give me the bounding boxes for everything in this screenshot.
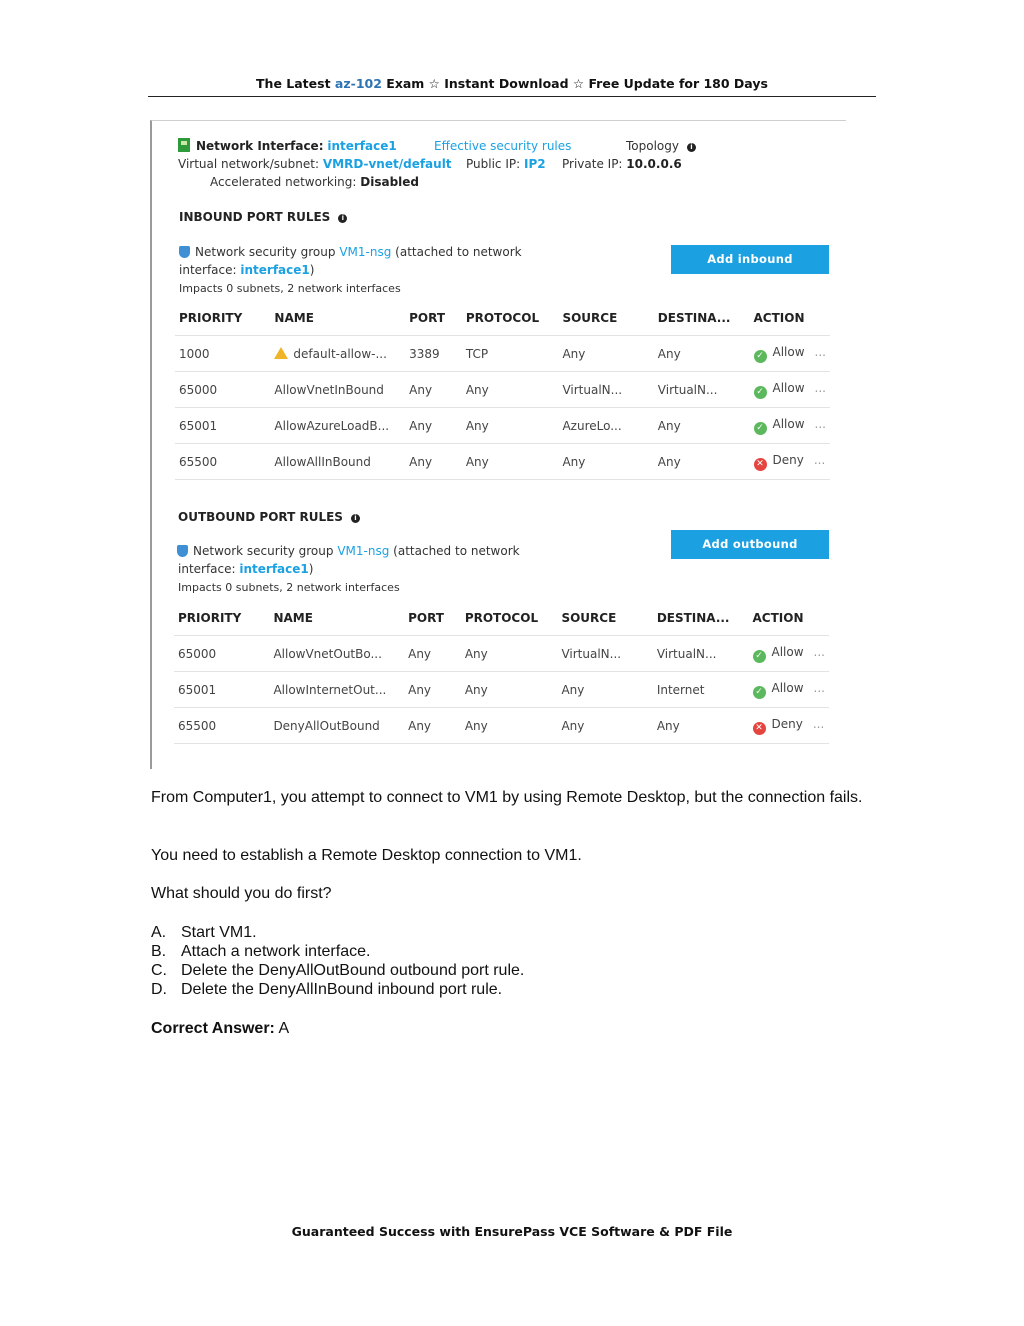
header-exam-code: az-102	[334, 76, 382, 91]
destination-cell	[653, 672, 749, 708]
action-text: Allow	[771, 644, 804, 659]
answer-label: Correct Answer:	[151, 1020, 275, 1037]
correct-answer	[151, 1019, 871, 1038]
destination-cell-text: VirtualN...	[657, 382, 718, 397]
vnet-link[interactable]: VMRD-vnet/default	[322, 157, 452, 171]
priority-cell	[175, 408, 270, 444]
col-priority[interactable]: PRIORITY	[174, 601, 269, 636]
col-port[interactable]: PORT	[404, 601, 461, 636]
x-circle-icon: ✕	[754, 458, 767, 471]
action-cell	[749, 672, 830, 708]
name-cell	[270, 408, 405, 444]
port-cell	[404, 708, 461, 744]
table-header-row	[175, 301, 830, 336]
more-actions-icon[interactable]: ...	[813, 644, 825, 659]
port-cell-text: Any	[408, 682, 432, 697]
option-text: Delete the DenyAllOutBound outbound port rule.	[181, 962, 525, 979]
answer-options	[151, 923, 871, 999]
outbound-rules-table	[174, 601, 829, 744]
public-ip	[466, 157, 546, 171]
protocol-cell-text: Any	[464, 718, 488, 733]
nsg-prefix: Network security group	[193, 544, 334, 558]
iface-close: )	[309, 263, 315, 277]
private-ip-value: 10.0.0.6	[626, 157, 682, 171]
name-cell	[270, 372, 405, 408]
outbound-title-text: OUTBOUND PORT RULES	[178, 510, 343, 524]
priority-cell-text: 1000	[179, 346, 210, 361]
iface-link[interactable]: interface1	[239, 562, 309, 576]
x-circle-icon: ✕	[753, 722, 766, 735]
more-actions-icon[interactable]: ...	[814, 344, 826, 359]
priority-cell	[174, 708, 269, 744]
inbound-impacts: Impacts 0 subnets, 2 network interfaces	[179, 282, 401, 295]
name-cell-text: DenyAllOutBound	[273, 718, 380, 733]
answer-value: A	[278, 1020, 290, 1037]
nic-line	[178, 138, 397, 153]
iface-link[interactable]: interface1	[240, 263, 310, 277]
nsg-prefix: Network security group	[195, 245, 336, 259]
priority-cell-text: 65500	[179, 454, 218, 469]
source-cell-text: VirtualN...	[562, 382, 623, 397]
option-text: Attach a network interface.	[181, 943, 371, 960]
destination-cell-text: Any	[656, 718, 680, 733]
info-icon: i	[338, 214, 347, 223]
name-cell-text: AllowVnetOutBo...	[273, 646, 382, 661]
name-cell-text: AllowVnetInBound	[274, 382, 384, 397]
port-cell	[404, 672, 461, 708]
port-cell	[405, 336, 462, 372]
option-b[interactable]	[151, 942, 871, 961]
protocol-cell	[461, 636, 558, 672]
topology-link[interactable]	[626, 139, 696, 153]
option-letter: A.	[151, 924, 167, 941]
nic-label: Network Interface:	[196, 139, 324, 153]
vnet-line	[178, 157, 452, 171]
priority-cell	[174, 636, 269, 672]
table-row[interactable]	[174, 636, 829, 672]
name-cell	[270, 336, 405, 372]
priority-cell	[174, 672, 269, 708]
source-cell-text: AzureLo...	[562, 418, 622, 433]
port-cell-text: Any	[408, 718, 432, 733]
col-action[interactable]: ACTION	[749, 601, 830, 636]
name-cell	[270, 444, 405, 480]
protocol-cell-text: Any	[465, 454, 489, 469]
action-cell	[750, 336, 831, 372]
name-cell-text: AllowAllInBound	[274, 454, 371, 469]
priority-cell	[175, 336, 270, 372]
shield-icon	[179, 246, 190, 258]
check-circle-icon: ✓	[753, 650, 766, 663]
question-ask: What should you do first?	[151, 885, 332, 902]
iface-prefix: interface:	[178, 562, 236, 576]
more-actions-icon[interactable]: ...	[812, 716, 825, 731]
source-cell	[557, 708, 652, 744]
option-letter: B.	[151, 943, 167, 960]
nsg-suffix: (attached to network	[393, 544, 520, 558]
priority-cell-text: 65001	[179, 418, 218, 433]
iface-prefix: interface:	[179, 263, 237, 277]
outbound-impacts: Impacts 0 subnets, 2 network interfaces	[178, 581, 400, 594]
protocol-cell	[462, 444, 559, 480]
option-d[interactable]	[151, 980, 871, 999]
add-outbound-button[interactable]: Add outbound	[671, 530, 829, 559]
check-circle-icon: ✓	[754, 422, 767, 435]
protocol-cell	[461, 708, 558, 744]
col-name[interactable]: NAME	[269, 601, 404, 636]
protocol-cell-text: Any	[465, 382, 489, 397]
nsg-link[interactable]: VM1-nsg	[337, 544, 390, 558]
outbound-title	[178, 510, 360, 524]
table-row[interactable]	[175, 372, 830, 408]
protocol-cell	[462, 408, 559, 444]
destination-cell-text: Internet	[656, 682, 705, 697]
private-ip	[562, 157, 682, 171]
col-action[interactable]: ACTION	[750, 301, 831, 336]
port-cell	[405, 372, 462, 408]
port-cell	[405, 408, 462, 444]
more-actions-icon[interactable]: ...	[814, 416, 826, 431]
table-row[interactable]	[175, 336, 830, 372]
col-destination[interactable]: DESTINA...	[654, 301, 750, 336]
public-ip-link[interactable]: IP2	[523, 157, 546, 171]
priority-cell-text: 65000	[179, 382, 218, 397]
public-ip-label: Public IP:	[466, 157, 521, 171]
port-cell-text: Any	[408, 646, 432, 661]
option-letter: C.	[151, 962, 167, 979]
name-cell	[269, 672, 404, 708]
option-c[interactable]	[151, 961, 871, 980]
more-actions-icon[interactable]: ...	[813, 452, 826, 467]
priority-cell	[175, 372, 270, 408]
source-cell	[558, 444, 653, 480]
name-cell	[269, 636, 404, 672]
check-circle-icon: ✓	[753, 686, 766, 699]
source-cell	[557, 672, 652, 708]
table-row[interactable]	[174, 708, 829, 744]
destination-cell	[653, 636, 749, 672]
option-text: Start VM1.	[181, 924, 257, 941]
port-cell	[405, 444, 462, 480]
protocol-cell-text: Any	[465, 418, 489, 433]
priority-cell	[175, 444, 270, 480]
table-header-row	[174, 601, 829, 636]
check-circle-icon: ✓	[754, 350, 767, 363]
outbound-nsg-line	[177, 544, 520, 558]
inbound-nsg-line	[179, 245, 522, 259]
source-cell-text: Any	[562, 346, 586, 361]
inbound-iface-line	[179, 263, 314, 277]
destination-cell-text: Any	[657, 454, 681, 469]
inbound-title-text: INBOUND PORT RULES	[179, 210, 331, 224]
page-footer: Guaranteed Success with EnsurePass VCE Software & PDF File	[291, 1224, 733, 1239]
protocol-cell	[461, 672, 558, 708]
warning-icon	[274, 347, 288, 359]
action-cell	[749, 708, 830, 744]
destination-cell-text: Any	[657, 346, 681, 361]
name-cell	[269, 708, 404, 744]
action-text: Deny	[772, 452, 804, 467]
name-cell-text: AllowInternetOut...	[273, 682, 387, 697]
option-letter: D.	[151, 981, 167, 998]
source-cell	[558, 372, 653, 408]
topology-label: Topology	[626, 139, 679, 153]
port-cell-text: Any	[409, 382, 433, 397]
private-ip-label: Private IP:	[562, 157, 623, 171]
accelerated-networking	[210, 175, 419, 189]
shield-icon	[177, 545, 188, 557]
info-icon: i	[351, 514, 360, 523]
port-cell-text: Any	[409, 418, 433, 433]
question-need: You need to establish a Remote Desktop connection to VM1.	[151, 847, 582, 864]
page-header	[148, 76, 876, 97]
destination-cell	[653, 708, 749, 744]
source-cell	[558, 408, 653, 444]
col-name[interactable]: NAME	[270, 301, 405, 336]
source-cell-text: Any	[561, 718, 585, 733]
action-text: Allow	[771, 680, 804, 695]
port-cell	[404, 636, 461, 672]
destination-cell	[654, 336, 750, 372]
col-protocol[interactable]: PROTOCOL	[461, 601, 558, 636]
table-row[interactable]	[175, 408, 830, 444]
action-text: Allow	[772, 380, 805, 395]
action-cell	[750, 444, 831, 480]
source-cell-text: Any	[562, 454, 586, 469]
name-cell-text: AllowAzureLoadB...	[274, 418, 390, 433]
col-source[interactable]: SOURCE	[557, 601, 652, 636]
action-text: Allow	[772, 344, 805, 359]
protocol-cell	[462, 336, 559, 372]
add-inbound-button[interactable]: Add inbound	[671, 245, 829, 274]
action-cell	[750, 408, 831, 444]
check-circle-icon: ✓	[754, 386, 767, 399]
protocol-cell	[462, 372, 559, 408]
more-actions-icon[interactable]: ...	[814, 380, 826, 395]
more-actions-icon[interactable]: ...	[813, 680, 825, 695]
question-stem: From Computer1, you attempt to connect to VM1 by using Remote Desktop, but the connection fails.	[151, 789, 863, 806]
name-cell-text: default-allow-...	[293, 346, 387, 361]
action-text: Allow	[772, 416, 805, 431]
destination-cell	[654, 372, 750, 408]
action-text: Deny	[771, 716, 803, 731]
vnet-label: Virtual network/subnet:	[178, 157, 320, 171]
accel-label: Accelerated networking:	[210, 175, 357, 189]
col-priority[interactable]: PRIORITY	[175, 301, 270, 336]
destination-cell	[654, 444, 750, 480]
info-icon: i	[687, 143, 696, 152]
port-cell-text: Any	[409, 454, 433, 469]
header-prefix: The Latest	[256, 76, 335, 91]
inbound-title	[179, 210, 347, 224]
protocol-cell-text: Any	[464, 682, 488, 697]
destination-cell-text: Any	[657, 418, 681, 433]
action-cell	[750, 372, 831, 408]
option-a[interactable]	[151, 923, 871, 942]
nsg-suffix: (attached to network	[395, 245, 522, 259]
accel-value: Disabled	[360, 175, 420, 189]
destination-cell	[654, 408, 750, 444]
network-interface-icon	[178, 138, 190, 152]
priority-cell-text: 65500	[178, 718, 217, 733]
col-destination[interactable]: DESTINA...	[653, 601, 749, 636]
protocol-cell-text: Any	[464, 646, 488, 661]
nsg-screenshot-panel	[150, 120, 846, 769]
source-cell-text: VirtualN...	[561, 646, 622, 661]
source-cell	[558, 336, 653, 372]
table-row[interactable]	[175, 444, 830, 480]
nsg-link[interactable]: VM1-nsg	[339, 245, 392, 259]
outbound-iface-line	[178, 562, 313, 576]
header-suffix: Exam ☆ Instant Download ☆ Free Update for 180 Days	[381, 76, 768, 91]
source-cell	[557, 636, 652, 672]
effective-security-rules-link[interactable]: Effective security rules	[434, 139, 572, 153]
priority-cell-text: 65001	[178, 682, 217, 697]
iface-close: )	[308, 562, 314, 576]
col-port[interactable]: PORT	[405, 301, 462, 336]
col-protocol[interactable]: PROTOCOL	[462, 301, 559, 336]
priority-cell-text: 65000	[178, 646, 217, 661]
port-cell-text: 3389	[409, 346, 440, 361]
col-source[interactable]: SOURCE	[558, 301, 653, 336]
table-row[interactable]	[174, 672, 829, 708]
action-cell	[749, 636, 830, 672]
destination-cell-text: VirtualN...	[656, 646, 717, 661]
option-text: Delete the DenyAllInBound inbound port rule.	[181, 981, 503, 998]
nic-name-link[interactable]: interface1	[327, 139, 397, 153]
inbound-rules-table	[175, 301, 830, 480]
protocol-cell-text: TCP	[465, 346, 489, 361]
source-cell-text: Any	[561, 682, 585, 697]
